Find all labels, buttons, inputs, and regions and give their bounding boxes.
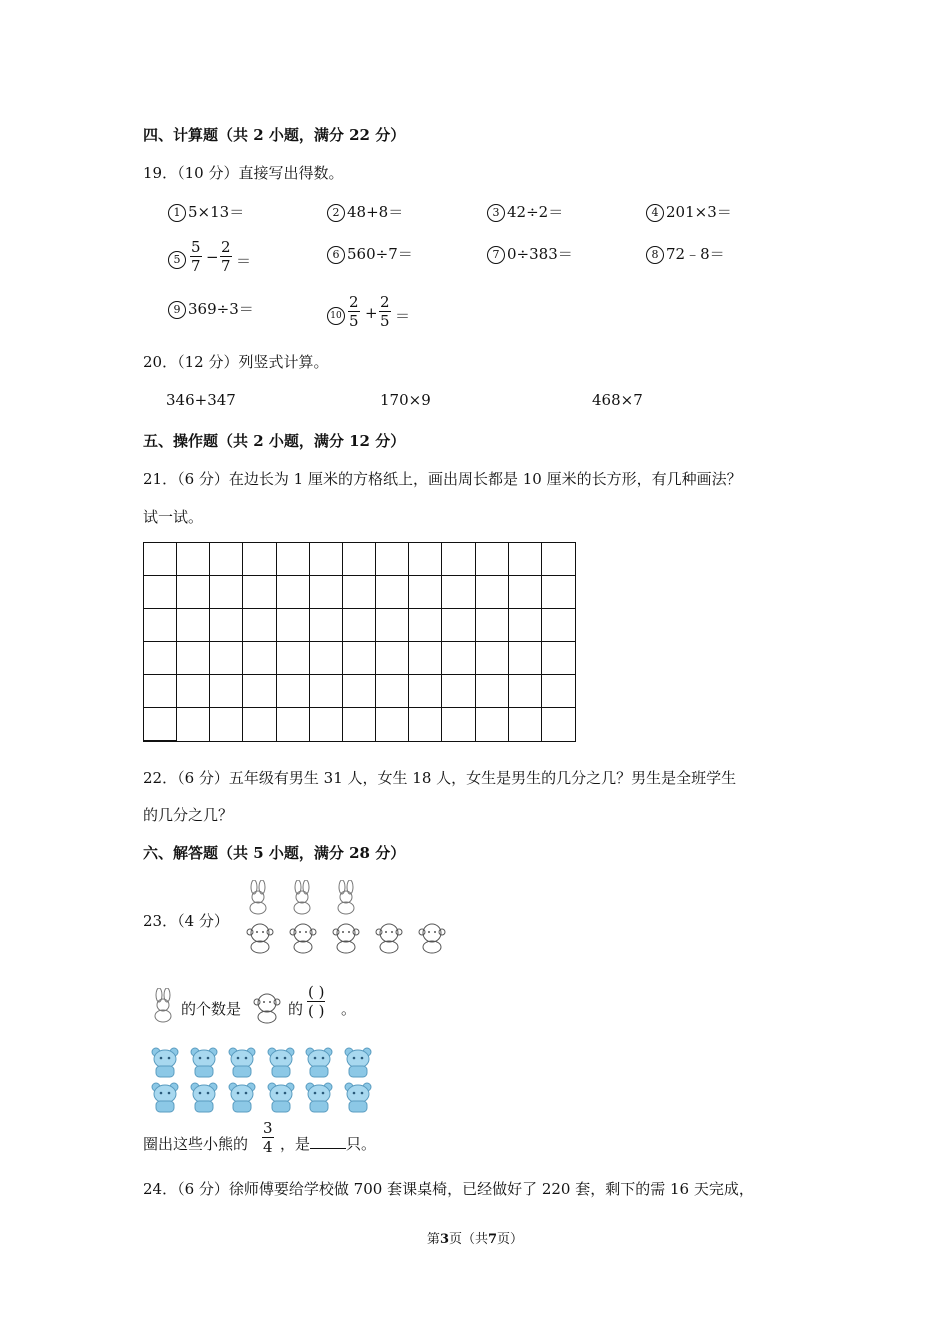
grid-cell bbox=[310, 543, 343, 576]
grid-cell bbox=[177, 675, 210, 708]
q23-answer-fraction: ( ) ( ) bbox=[308, 983, 325, 1020]
q19-item-9: 9 369÷3＝ bbox=[168, 298, 254, 319]
q19-item-10-fraction-2: 2 5 bbox=[380, 293, 390, 330]
grid-paper bbox=[143, 542, 576, 742]
grid-cell bbox=[210, 675, 243, 708]
grid-cell bbox=[310, 609, 343, 642]
question-19-label: 19．（10 分）直接写出得数。 bbox=[143, 164, 344, 182]
rabbit-icon bbox=[331, 880, 361, 920]
grid-cell bbox=[343, 543, 376, 576]
q19-item-5-number: 5 bbox=[168, 250, 188, 269]
grid-cell bbox=[509, 543, 542, 576]
grid-cell bbox=[343, 642, 376, 675]
grid-cell bbox=[277, 708, 310, 741]
question-22-line-1: 22．（6 分）五年级有男生 31 人，女生 18 人，女生是男生的几分之几？男生是全班学生 bbox=[143, 769, 737, 787]
monkey-icon bbox=[329, 920, 363, 958]
grid-cell bbox=[442, 675, 475, 708]
bear-icon bbox=[264, 1046, 298, 1082]
grid-cell bbox=[476, 642, 509, 675]
grid-cell bbox=[409, 642, 442, 675]
grid-cell bbox=[144, 609, 177, 642]
bear-icon bbox=[302, 1081, 336, 1117]
q19-item-5-operator: − bbox=[206, 248, 219, 266]
monkey-icon bbox=[243, 920, 277, 958]
q20-expr-1: 346+347 bbox=[166, 391, 236, 409]
grid-cell bbox=[376, 708, 409, 741]
rabbit-icon bbox=[148, 988, 178, 1028]
grid-cell bbox=[509, 708, 542, 741]
q23-part2-fraction: 3 4 bbox=[263, 1119, 273, 1156]
bear-icon bbox=[187, 1046, 221, 1082]
q19-item-5-fraction-2: 2 7 bbox=[221, 238, 231, 275]
grid-cell bbox=[144, 576, 177, 609]
bear-icon bbox=[302, 1046, 336, 1082]
bear-icon bbox=[225, 1081, 259, 1117]
q19-item-1: 1 5×13＝ bbox=[168, 201, 244, 222]
grid-cell bbox=[509, 642, 542, 675]
grid-cell bbox=[376, 543, 409, 576]
section-heading-6: 六、解答题（共 5 小题，满分 28 分） bbox=[143, 844, 406, 862]
question-23-label: 23．（4 分） bbox=[143, 912, 229, 930]
grid-cell bbox=[177, 642, 210, 675]
q19-item-10-fraction-1: 2 5 bbox=[349, 293, 359, 330]
bear-icon bbox=[187, 1081, 221, 1117]
grid-cell bbox=[210, 708, 243, 741]
grid-cell bbox=[310, 642, 343, 675]
grid-cell bbox=[277, 576, 310, 609]
q19-item-5-equals: ＝ bbox=[236, 252, 252, 270]
grid-cell bbox=[376, 609, 409, 642]
monkey-icon bbox=[286, 920, 320, 958]
grid-cell bbox=[310, 675, 343, 708]
question-24-line-1: 24．（6 分）徐师傅要给学校做 700 套课桌椅，已经做好了 220 套，剩下的需 16 天完成， bbox=[143, 1180, 754, 1198]
grid-cell bbox=[542, 708, 575, 741]
grid-cell bbox=[277, 642, 310, 675]
grid-cell bbox=[243, 609, 276, 642]
grid-cell bbox=[542, 609, 575, 642]
grid-cell bbox=[310, 576, 343, 609]
grid-cell bbox=[210, 543, 243, 576]
grid-cell bbox=[476, 609, 509, 642]
section-heading-5: 五、操作题（共 2 小题，满分 12 分） bbox=[143, 432, 406, 450]
question-22-line-2: 的几分之几？ bbox=[143, 806, 234, 824]
grid-cell bbox=[409, 576, 442, 609]
grid-cell bbox=[476, 543, 509, 576]
answer-blank[interactable] bbox=[310, 1148, 346, 1149]
grid-cell bbox=[243, 543, 276, 576]
grid-cell bbox=[243, 708, 276, 741]
grid-cell bbox=[144, 543, 177, 576]
grid-cell bbox=[476, 708, 509, 741]
grid-cell bbox=[243, 675, 276, 708]
bear-icon bbox=[341, 1081, 375, 1117]
grid-cell bbox=[442, 609, 475, 642]
grid-cell bbox=[376, 642, 409, 675]
grid-cell bbox=[144, 642, 177, 675]
grid-cell bbox=[542, 576, 575, 609]
grid-cell bbox=[476, 576, 509, 609]
monkey-icon bbox=[250, 990, 284, 1028]
grid-cell bbox=[277, 543, 310, 576]
page-footer: 第3页（共7页） bbox=[426, 1232, 524, 1247]
bear-icon bbox=[148, 1046, 182, 1082]
grid-cell bbox=[476, 675, 509, 708]
bear-icon bbox=[341, 1046, 375, 1082]
grid-cell bbox=[542, 642, 575, 675]
q19-item-10-equals: ＝ bbox=[395, 307, 411, 325]
q20-expr-2: 170×9 bbox=[380, 391, 431, 409]
grid-cell bbox=[442, 576, 475, 609]
monkey-icon bbox=[415, 920, 449, 958]
grid-cell bbox=[177, 609, 210, 642]
grid-cell bbox=[343, 609, 376, 642]
grid-cell bbox=[177, 543, 210, 576]
rabbit-icon bbox=[287, 880, 317, 920]
grid-cell bbox=[277, 609, 310, 642]
q23-part1-text: 的个数是 bbox=[181, 1000, 242, 1018]
grid-cell bbox=[177, 708, 210, 741]
grid-cell bbox=[509, 675, 542, 708]
monkey-icon bbox=[372, 920, 406, 958]
q23-period: 。 bbox=[341, 1000, 357, 1018]
grid-cell bbox=[210, 609, 243, 642]
grid-cell bbox=[509, 576, 542, 609]
grid-cell bbox=[409, 675, 442, 708]
grid-cell bbox=[343, 576, 376, 609]
grid-cell bbox=[409, 543, 442, 576]
grid-cell bbox=[177, 576, 210, 609]
grid-cell bbox=[144, 708, 177, 741]
grid-cell bbox=[542, 543, 575, 576]
q19-item-6: 6 560÷7＝ bbox=[327, 243, 413, 264]
grid-cell bbox=[310, 708, 343, 741]
grid-cell bbox=[442, 708, 475, 741]
question-20-label: 20．（12 分）列竖式计算。 bbox=[143, 353, 329, 371]
grid-cell bbox=[409, 708, 442, 741]
q19-item-10-operator: + bbox=[365, 304, 378, 322]
question-21-line-1: 21．（6 分）在边长为 1 厘米的方格纸上，画出周长都是 10 厘米的长方形，有几种画法？ bbox=[143, 470, 742, 488]
grid-cell bbox=[542, 675, 575, 708]
q23-part1-de: 的 bbox=[288, 1000, 304, 1018]
grid-cell bbox=[343, 675, 376, 708]
bear-icon bbox=[264, 1081, 298, 1117]
grid-cell bbox=[376, 675, 409, 708]
grid-cell bbox=[509, 609, 542, 642]
grid-cell bbox=[409, 609, 442, 642]
q19-item-5-fraction-1: 5 7 bbox=[191, 238, 201, 275]
grid-cell bbox=[210, 642, 243, 675]
bear-icon bbox=[225, 1046, 259, 1082]
grid-cell bbox=[243, 642, 276, 675]
grid-cell bbox=[343, 708, 376, 741]
bear-icon bbox=[148, 1081, 182, 1117]
q19-item-8: 8 72﹣8＝ bbox=[646, 243, 725, 264]
grid-cell bbox=[277, 675, 310, 708]
q19-item-4: 4 201×3＝ bbox=[646, 201, 732, 222]
grid-cell bbox=[210, 576, 243, 609]
grid-cell bbox=[144, 675, 177, 708]
rabbit-icon bbox=[243, 880, 273, 920]
grid-cell bbox=[442, 543, 475, 576]
grid-cell bbox=[243, 576, 276, 609]
q19-item-10-number: 10 bbox=[327, 305, 347, 325]
q23-part2-suffix: ，是 只。 bbox=[280, 1135, 377, 1153]
grid-cell bbox=[376, 576, 409, 609]
q19-item-2: 2 48+8＝ bbox=[327, 201, 403, 222]
q19-item-7: 7 0÷383＝ bbox=[487, 243, 573, 264]
q19-item-3: 3 42÷2＝ bbox=[487, 201, 563, 222]
q20-expr-3: 468×7 bbox=[592, 391, 643, 409]
grid-cell bbox=[442, 642, 475, 675]
question-21-line-2: 试一试。 bbox=[143, 508, 204, 526]
section-heading-4: 四、计算题（共 2 小题，满分 22 分） bbox=[143, 126, 406, 144]
q23-part2-prefix: 圈出这些小熊的 bbox=[143, 1135, 249, 1153]
